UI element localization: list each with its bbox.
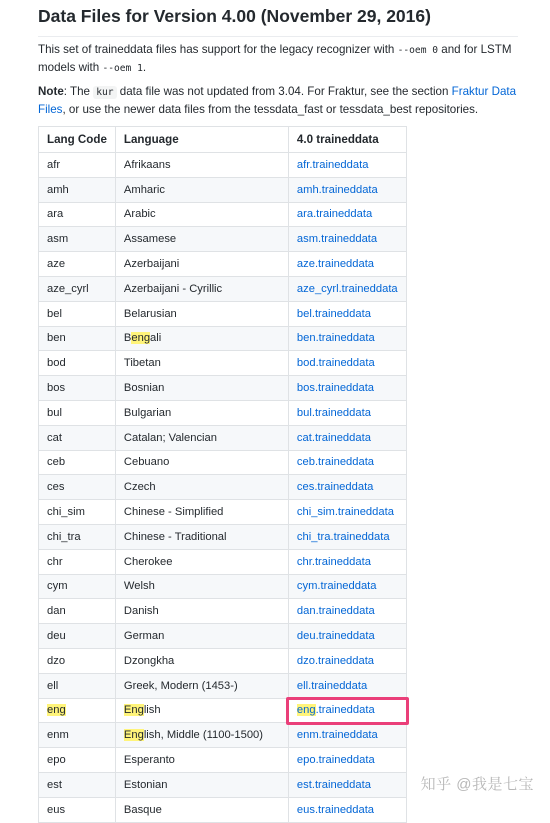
traineddata-cell: [288, 153, 406, 178]
traineddata-cell: [288, 723, 406, 748]
table-row: [39, 177, 407, 202]
traineddata-link[interactable]: dzo.traineddata: [296, 654, 375, 667]
lang-code-cell: ell: [39, 673, 116, 698]
traineddata-cell: [288, 326, 406, 351]
language-cell: Amharic: [115, 177, 288, 202]
oem1-code: --oem 1: [102, 63, 143, 74]
traineddata-link[interactable]: eus.traineddata: [296, 803, 375, 816]
traineddata-link[interactable]: asm.traineddata: [296, 233, 378, 246]
language-cell: Azerbaijani: [115, 252, 288, 277]
traineddata-link[interactable]: enm.traineddata: [296, 729, 378, 742]
lang-code-cell: eus: [39, 797, 116, 822]
language-cell: Bulgarian: [115, 400, 288, 425]
lang-code-cell: afr: [39, 153, 116, 178]
traineddata-link[interactable]: bel.traineddata: [296, 307, 371, 320]
table-row: [39, 425, 407, 450]
note-text: : The: [63, 85, 94, 98]
traineddata-link[interactable]: ben.traineddata: [296, 332, 375, 345]
traineddata-cell: [288, 425, 406, 450]
lang-code-cell: epo: [39, 748, 116, 773]
table-header-row: [39, 127, 407, 153]
traineddata-cell: [288, 202, 406, 227]
traineddata-cell: [288, 500, 406, 525]
table-row: [39, 276, 407, 301]
language-cell: Welsh: [115, 574, 288, 599]
table-row: [39, 574, 407, 599]
traineddata-link[interactable]: bod.traineddata: [296, 357, 375, 370]
table-row: [39, 673, 407, 698]
traineddata-link[interactable]: amh.traineddata: [296, 183, 378, 196]
lang-code-cell: aze: [39, 252, 116, 277]
lang-code-cell: amh: [39, 177, 116, 202]
lang-code-cell: dan: [39, 599, 116, 624]
traineddata-cell: [288, 673, 406, 698]
lang-code-cell: enm: [39, 723, 116, 748]
traineddata-cell: [288, 252, 406, 277]
traineddata-cell: [288, 227, 406, 252]
traineddata-link[interactable]: cym.traineddata: [296, 580, 377, 593]
traineddata-link[interactable]: ell.traineddata: [296, 679, 368, 692]
table-row: [39, 227, 407, 252]
lang-code-cell: bel: [39, 301, 116, 326]
table-row: [39, 475, 407, 500]
language-cell: Bengali: [115, 326, 288, 351]
traineddata-link[interactable]: chr.traineddata: [296, 555, 371, 568]
traineddata-link[interactable]: bos.traineddata: [296, 382, 375, 395]
header-traineddata: 4.0 traineddata: [288, 127, 406, 153]
traineddata-link[interactable]: afr.traineddata: [296, 158, 369, 171]
language-cell: Dzongkha: [115, 648, 288, 673]
table-body: [39, 153, 407, 823]
language-cell: Czech: [115, 475, 288, 500]
language-cell: Azerbaijani - Cyrillic: [115, 276, 288, 301]
table-row: [39, 772, 407, 797]
table-row: [39, 648, 407, 673]
lang-code-cell: ces: [39, 475, 116, 500]
language-cell: Chinese - Traditional: [115, 524, 288, 549]
traineddata-link[interactable]: chi_tra.traineddata: [296, 530, 390, 543]
language-cell: English, Middle (1100-1500): [115, 723, 288, 748]
oem0-code: --oem 0: [397, 45, 439, 56]
language-cell: Chinese - Simplified: [115, 500, 288, 525]
table-row: [39, 524, 407, 549]
header-lang-code: Lang Code: [39, 127, 116, 153]
traineddata-link[interactable]: aze_cyrl.traineddata: [296, 282, 398, 295]
note-label: Note: [38, 85, 64, 98]
traineddata-link[interactable]: bul.traineddata: [296, 406, 371, 419]
table-row: [39, 549, 407, 574]
traineddata-cell: [288, 549, 406, 574]
traineddata-cell: [288, 475, 406, 500]
note-paragraph: [38, 83, 518, 118]
traineddata-link[interactable]: aze.traineddata: [296, 258, 375, 271]
language-cell: Belarusian: [115, 301, 288, 326]
table-row: [39, 599, 407, 624]
search-highlight: eng: [47, 704, 66, 717]
lang-code-cell: cat: [39, 425, 116, 450]
fraktur-data-files-link[interactable]: Fraktur Data Files: [38, 85, 517, 116]
header-language: Language: [115, 127, 288, 153]
lang-code-cell: chr: [39, 549, 116, 574]
traineddata-cell: [288, 524, 406, 549]
lang-code-cell: bod: [39, 351, 116, 376]
table-row: [39, 301, 407, 326]
traineddata-link[interactable]: chi_sim.traineddata: [296, 506, 394, 519]
traineddata-link[interactable]: epo.traineddata: [296, 754, 375, 767]
language-cell: Assamese: [115, 227, 288, 252]
note-text-3: , or use the newer data files from the tessdata_fast or tessdata_best repositories.: [62, 103, 479, 116]
traineddata-link[interactable]: ara.traineddata: [296, 208, 373, 221]
lang-code-cell: ben: [39, 326, 116, 351]
traineddata-cell: [288, 574, 406, 599]
intro-text: This set of traineddata files has support for the legacy recognizer with: [38, 43, 398, 56]
lang-code-cell: est: [39, 772, 116, 797]
lang-code-cell: ara: [39, 202, 116, 227]
traineddata-cell: [288, 772, 406, 797]
traineddata-cell: [288, 276, 406, 301]
table-row: [39, 252, 407, 277]
language-cell: Danish: [115, 599, 288, 624]
traineddata-link[interactable]: ces.traineddata: [296, 481, 374, 494]
language-cell: Afrikaans: [115, 153, 288, 178]
language-cell: Estonian: [115, 772, 288, 797]
table-row: [39, 326, 407, 351]
lang-code-cell: deu: [39, 624, 116, 649]
lang-code-cell: ceb: [39, 450, 116, 475]
traineddata-link[interactable]: cat.traineddata: [296, 431, 371, 444]
intro-text-middle: and for LSTM models with: [38, 43, 512, 74]
kur-code: kur: [93, 86, 116, 99]
lang-code-cell: bos: [39, 376, 116, 401]
traineddata-cell: [288, 351, 406, 376]
intro-paragraph: [38, 41, 518, 77]
lang-code-cell: [39, 698, 116, 723]
search-highlight: Eng: [123, 729, 144, 742]
language-cell: Tibetan: [115, 351, 288, 376]
traineddata-cell: [288, 376, 406, 401]
lang-code-cell: asm: [39, 227, 116, 252]
table-row: [39, 748, 407, 773]
intro-text-end: .: [142, 61, 147, 74]
lang-code-cell: cym: [39, 574, 116, 599]
language-cell: Esperanto: [115, 748, 288, 773]
traineddata-cell: [288, 648, 406, 673]
lang-code-cell: chi_sim: [39, 500, 116, 525]
lang-code-cell: dzo: [39, 648, 116, 673]
table-row: [39, 450, 407, 475]
language-cell: Catalan; Valencian: [115, 425, 288, 450]
section-heading: Data Files for Version 4.00 (November 29, 2016): [38, 0, 518, 37]
table-row: [39, 400, 407, 425]
language-cell: Arabic: [115, 202, 288, 227]
table-row: [39, 153, 407, 178]
language-cell: Cherokee: [115, 549, 288, 574]
table-row: [39, 723, 407, 748]
language-cell: Cebuano: [115, 450, 288, 475]
traineddata-cell: [288, 624, 406, 649]
traineddata-link[interactable]: eng.traineddata: [296, 704, 375, 717]
traineddata-link[interactable]: deu.traineddata: [296, 630, 375, 643]
traineddata-cell: [288, 301, 406, 326]
traineddata-table: [38, 126, 407, 823]
table-row: [39, 376, 407, 401]
search-highlight: Eng: [123, 704, 144, 717]
language-cell: German: [115, 624, 288, 649]
traineddata-cell: [288, 450, 406, 475]
traineddata-cell: [288, 748, 406, 773]
language-cell: English: [115, 698, 288, 723]
search-highlight: eng: [131, 332, 151, 345]
watermark: 知乎 @我是七宝: [420, 776, 534, 793]
traineddata-cell: [288, 400, 406, 425]
table-row: [39, 698, 407, 723]
lang-code-cell: bul: [39, 400, 116, 425]
traineddata-link[interactable]: est.traineddata: [296, 778, 371, 791]
search-highlight: eng: [296, 704, 316, 717]
lang-code-cell: aze_cyrl: [39, 276, 116, 301]
language-cell: Basque: [115, 797, 288, 822]
lang-code-cell: chi_tra: [39, 524, 116, 549]
table-row: [39, 500, 407, 525]
traineddata-cell: [288, 177, 406, 202]
traineddata-cell-boxed: [288, 698, 406, 723]
traineddata-link[interactable]: ceb.traineddata: [296, 456, 375, 469]
table-row: [39, 624, 407, 649]
language-cell: Greek, Modern (1453-): [115, 673, 288, 698]
language-cell: Bosnian: [115, 376, 288, 401]
table-row: [39, 202, 407, 227]
table-row: [39, 351, 407, 376]
note-text-2: data file was not updated from 3.04. For Fraktur, see the section: [116, 85, 452, 98]
traineddata-link[interactable]: dan.traineddata: [296, 605, 375, 618]
traineddata-cell: [288, 599, 406, 624]
